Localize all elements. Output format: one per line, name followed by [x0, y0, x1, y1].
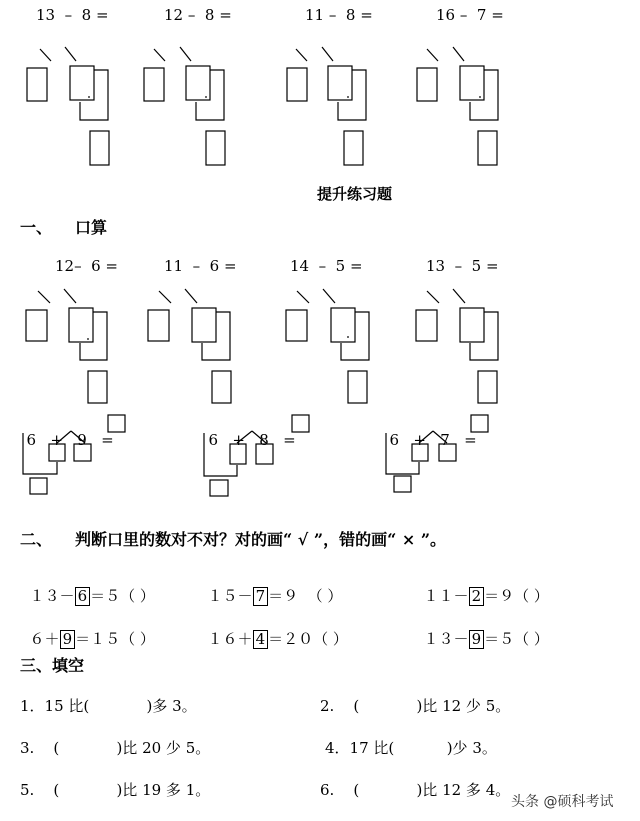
judge-item-5 [198, 610, 348, 649]
section3-title: 三、填空 [20, 656, 85, 675]
judge-item-1 [20, 567, 155, 606]
fill-item-5: 5. ( )比 19 多 1。 [20, 781, 211, 799]
add-equation-2 [199, 413, 296, 449]
fill-item-6: 6. ( )比 12 多 4。 [320, 781, 511, 799]
diagram-mid-3 [286, 289, 369, 403]
judge-1-box: 6 [75, 587, 91, 606]
add-1-op: + [50, 431, 63, 449]
page-title: 提升练习题 [317, 185, 393, 203]
judge-4-post: ＝１５（ ） [75, 630, 155, 648]
fill-item-1: 1．15 比( )多 3。 [20, 697, 197, 715]
fill-item-2: 2. ( )比 12 少 5。 [320, 697, 511, 715]
watermark: 头条 @硕科考试 [511, 794, 614, 810]
diagram-top-1 [27, 47, 109, 165]
add-2-b: 8 [259, 431, 269, 449]
judge-3-pre: １１－ [423, 587, 469, 605]
judge-5-box: 4 [253, 630, 269, 649]
judge-6-box: 9 [469, 630, 485, 649]
judge-6-pre: １３－ [423, 630, 469, 648]
judge-3-box: 2 [469, 587, 485, 606]
diagram-top-2 [144, 47, 225, 165]
top-equation-3: 11 – 8 = [305, 6, 373, 24]
top-equation-2: 12 – 8 = [164, 6, 232, 24]
add-equation-1 [17, 413, 114, 449]
section2-label: 二、 [20, 530, 53, 549]
add-3-op: + [413, 431, 426, 449]
mid-equation-1: 12– 6 = [55, 257, 119, 275]
mid-equation-4: 13 – 5 = [426, 257, 499, 275]
diagram-mid-4 [416, 289, 498, 403]
judge-2-pre: １５－ [207, 587, 253, 605]
mid-equation-3: 14 – 5 = [290, 257, 363, 275]
judge-item-4 [20, 610, 155, 649]
add-3-b: 7 [440, 431, 450, 449]
top-equation-1: 13 – 8 = [36, 6, 109, 24]
section1-title: 口算 [75, 218, 108, 237]
judge-2-box: 7 [253, 587, 269, 606]
judge-item-2 [198, 567, 342, 606]
judge-2-post: ＝９ （ ） [268, 587, 343, 605]
add-2-eq: = [283, 431, 296, 449]
judge-6-post: ＝５（ ） [484, 630, 549, 648]
add-3-a: 6 [389, 431, 400, 449]
judge-item-6 [414, 610, 549, 649]
diagram-mid-2 [148, 289, 231, 403]
section2-title: 判断口里的数对不对？对的画“ √ ”，错的画“ × ”。 [75, 530, 447, 549]
fill-item-3: 3. ( )比 20 少 5。 [20, 739, 211, 757]
diagram-top-4 [417, 47, 498, 165]
judge-4-box: 9 [60, 630, 76, 649]
add-equation-3 [380, 413, 477, 449]
judge-4-pre: ６＋ [29, 630, 60, 648]
judge-5-post: ＝２０（ ） [268, 630, 348, 648]
add-1-a: 6 [26, 431, 37, 449]
section1-label: 一、 [20, 218, 53, 237]
mid-equation-2: 11 – 6 = [164, 257, 237, 275]
diagram-top-3 [287, 47, 366, 165]
add-2-op: + [232, 431, 245, 449]
top-equation-4: 16 – 7 = [436, 6, 504, 24]
add-1-eq: = [101, 431, 114, 449]
judge-1-pre: １３－ [29, 587, 75, 605]
fill-item-4: 4．17 比( )少 3。 [325, 739, 497, 757]
judge-1-post: ＝５（ ） [90, 587, 155, 605]
add-2-a: 6 [208, 431, 219, 449]
add-3-eq: = [464, 431, 477, 449]
add-1-b: 9 [77, 431, 87, 449]
diagram-mid-1 [26, 289, 107, 403]
judge-item-3 [414, 567, 549, 606]
judge-3-post: ＝９（ ） [484, 587, 549, 605]
judge-5-pre: １６＋ [207, 630, 253, 648]
